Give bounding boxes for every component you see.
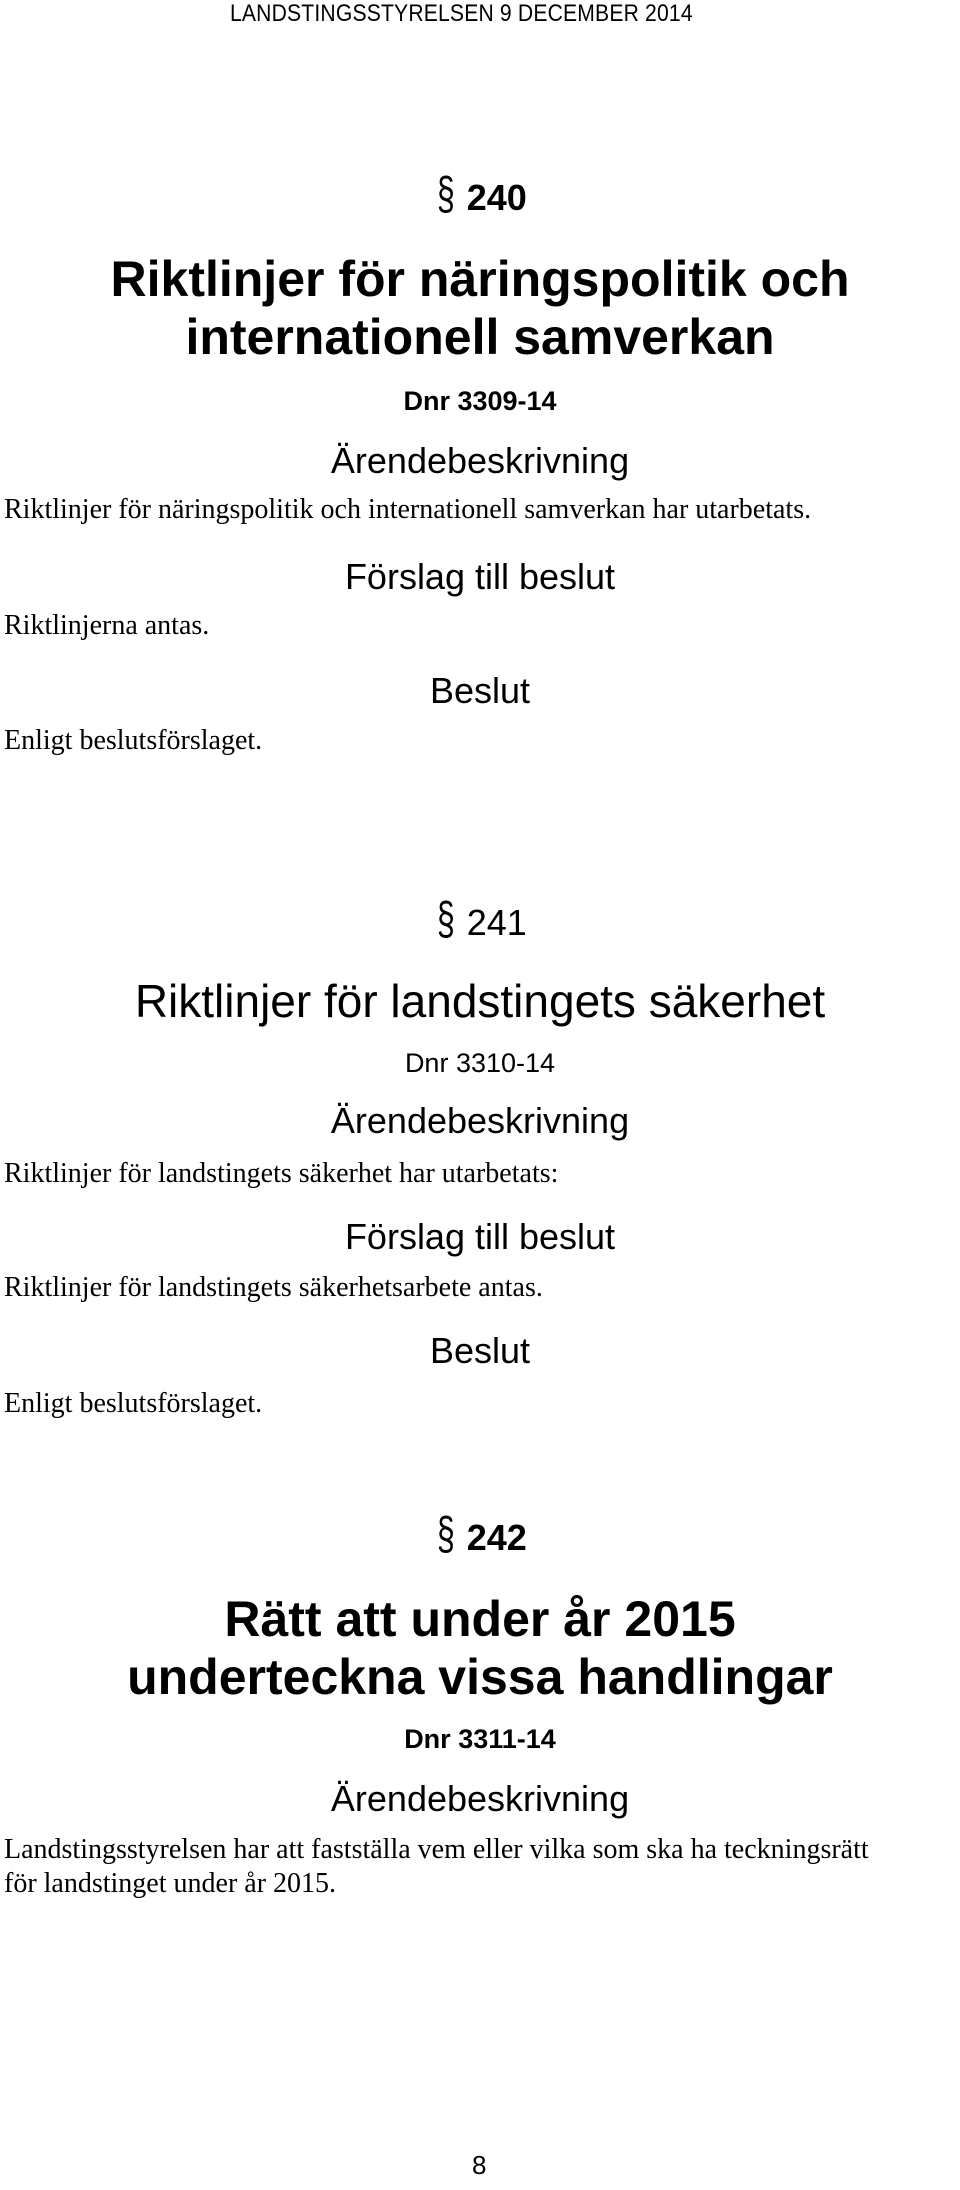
section-242-title-line2: underteckna vissa handlingar xyxy=(127,1649,833,1705)
section-240-proposal-heading: Förslag till beslut xyxy=(344,556,616,597)
section-242-description-heading: Ärendebeskrivning xyxy=(330,1778,630,1819)
section-242-dnr: Dnr 3311-14 xyxy=(404,1724,556,1754)
running-header: LANDSTINGSSTYRELSEN 9 DECEMBER 2014 xyxy=(230,0,693,27)
section-240-description: Riktlinjer för näringspolitik och internationell samverkan har utarbetats. xyxy=(4,494,812,525)
section-241-description-heading: Ärendebeskrivning xyxy=(330,1100,630,1141)
section-240-description-heading: Ärendebeskrivning xyxy=(330,440,630,481)
section-number: 241 xyxy=(466,902,527,943)
section-242-description-line2: för landstinget under år 2015. xyxy=(4,1868,337,1899)
section-number: 240 xyxy=(466,177,527,218)
section-241-proposal: Riktlinjer för landstingets säkerhetsarbete antas. xyxy=(4,1272,543,1303)
section-241-title: Riktlinjer för landstingets säkerhet xyxy=(134,975,826,1027)
section-symbol: § xyxy=(436,892,455,944)
section-240-heading xyxy=(0,167,960,219)
section-240-decision: Enligt beslutsförslaget. xyxy=(4,725,263,756)
section-241-dnr: Dnr 3310-14 xyxy=(404,1048,556,1078)
section-241-decision-heading: Beslut xyxy=(429,1330,531,1371)
section-number: 242 xyxy=(466,1517,527,1558)
section-240-title-line2: internationell samverkan xyxy=(185,309,775,365)
section-242-description-line1: Landstingsstyrelsen har att fastställa vem eller vilka som ska ha teckningsrätt xyxy=(4,1834,869,1865)
section-symbol: § xyxy=(436,167,455,219)
section-240-title-line1: Riktlinjer för näringspolitik och xyxy=(110,251,850,307)
section-symbol: § xyxy=(436,1507,455,1559)
section-240-decision-heading: Beslut xyxy=(429,670,531,711)
page-number: 8 xyxy=(472,2150,487,2180)
section-242-title-line1: Rätt att under år 2015 xyxy=(224,1591,736,1647)
section-241-decision: Enligt beslutsförslaget. xyxy=(4,1388,263,1419)
section-242-heading xyxy=(0,1507,960,1559)
section-240-proposal: Riktlinjerna antas. xyxy=(4,610,210,641)
section-241-heading xyxy=(0,892,960,944)
section-241-proposal-heading: Förslag till beslut xyxy=(344,1216,616,1257)
section-241-description: Riktlinjer för landstingets säkerhet har utarbetats: xyxy=(4,1158,559,1189)
section-240-dnr: Dnr 3309-14 xyxy=(403,386,557,416)
